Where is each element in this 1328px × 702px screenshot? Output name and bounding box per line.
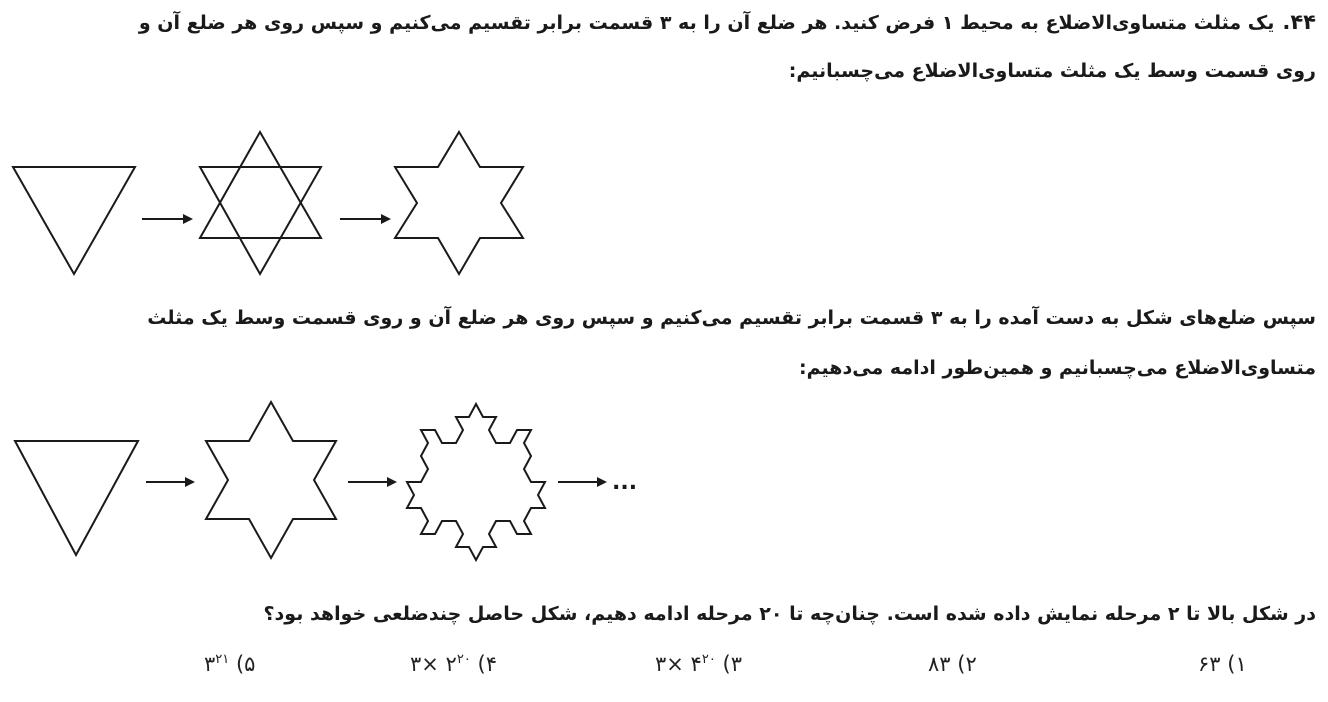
option-label: ۴) xyxy=(477,652,497,676)
star-of-david-stage-1 xyxy=(395,132,523,274)
arrow-icon xyxy=(558,477,607,487)
option-exponent: ۲۰ xyxy=(456,652,471,667)
option-exponent: ۲۰ xyxy=(701,652,716,667)
arrow-icon xyxy=(146,477,195,487)
overlapping-triangles-up xyxy=(200,132,321,238)
option-4[interactable] xyxy=(410,652,497,676)
option-value xyxy=(655,652,716,676)
figure-row-1 xyxy=(0,120,560,290)
question-middle-line-1: سپس ضلع‌های شکل به دست آمده را به ۳ قسمت برابر تقسیم می‌کنیم و سپس روی هر ضلع آن و روی قسمت وسط یک مثلث xyxy=(147,307,1316,329)
arrow-icon xyxy=(348,477,397,487)
ellipsis: ... xyxy=(612,470,638,495)
koch-snowflake-stage-2 xyxy=(407,404,545,560)
option-label: ۲) xyxy=(957,652,977,676)
option-label: ۱) xyxy=(1227,652,1247,676)
triangle-stage-0 xyxy=(15,441,138,555)
question-number: ۴۴. xyxy=(1282,10,1316,34)
question-middle-line-2: متساوی‌الاضلاع می‌چسبانیم و همین‌طور ادامه می‌دهیم: xyxy=(799,357,1316,379)
arrow-icon xyxy=(142,214,193,224)
overlapping-triangles-down xyxy=(200,167,321,274)
question-prompt: در شکل بالا تا ۲ مرحله نمایش داده شده است. چنان‌چه تا ۲۰ مرحله ادامه دهیم، شکل حاصل چندضلعی خواهد بود؟ xyxy=(263,603,1316,625)
option-1[interactable] xyxy=(1198,652,1247,676)
arrow-icon xyxy=(340,214,391,224)
option-exponent: ۲۱ xyxy=(215,652,230,667)
option-3[interactable] xyxy=(655,652,742,676)
option-label: ۵) xyxy=(235,652,256,676)
option-value: ۸۳ xyxy=(928,652,951,676)
option-value: ۶۳ xyxy=(1198,652,1221,676)
triangle-stage-0 xyxy=(13,167,135,274)
option-value xyxy=(204,652,229,676)
option-base: ۳× ۴ xyxy=(655,652,702,676)
option-label: ۳) xyxy=(722,652,742,676)
option-5[interactable] xyxy=(204,652,255,676)
question-intro-line-2: روی قسمت وسط یک مثلث متساوی‌الاضلاع می‌چسبانیم: xyxy=(788,60,1316,82)
option-base: ۳× ۲ xyxy=(410,652,457,676)
option-base: ۳ xyxy=(204,652,216,676)
question-intro-line-1 xyxy=(139,10,1316,34)
question-intro-text: یک مثلث متساوی‌الاضلاع به محیط ۱ فرض کنید. هر ضلع آن را به ۳ قسمت برابر تقسیم می‌کنیم و سپس روی هر ضلع آن و xyxy=(138,12,1275,34)
answer-options xyxy=(0,652,1328,692)
option-value xyxy=(410,652,471,676)
option-2[interactable] xyxy=(928,652,977,676)
star-stage-1 xyxy=(206,402,336,558)
figure-row-2 xyxy=(0,400,680,570)
